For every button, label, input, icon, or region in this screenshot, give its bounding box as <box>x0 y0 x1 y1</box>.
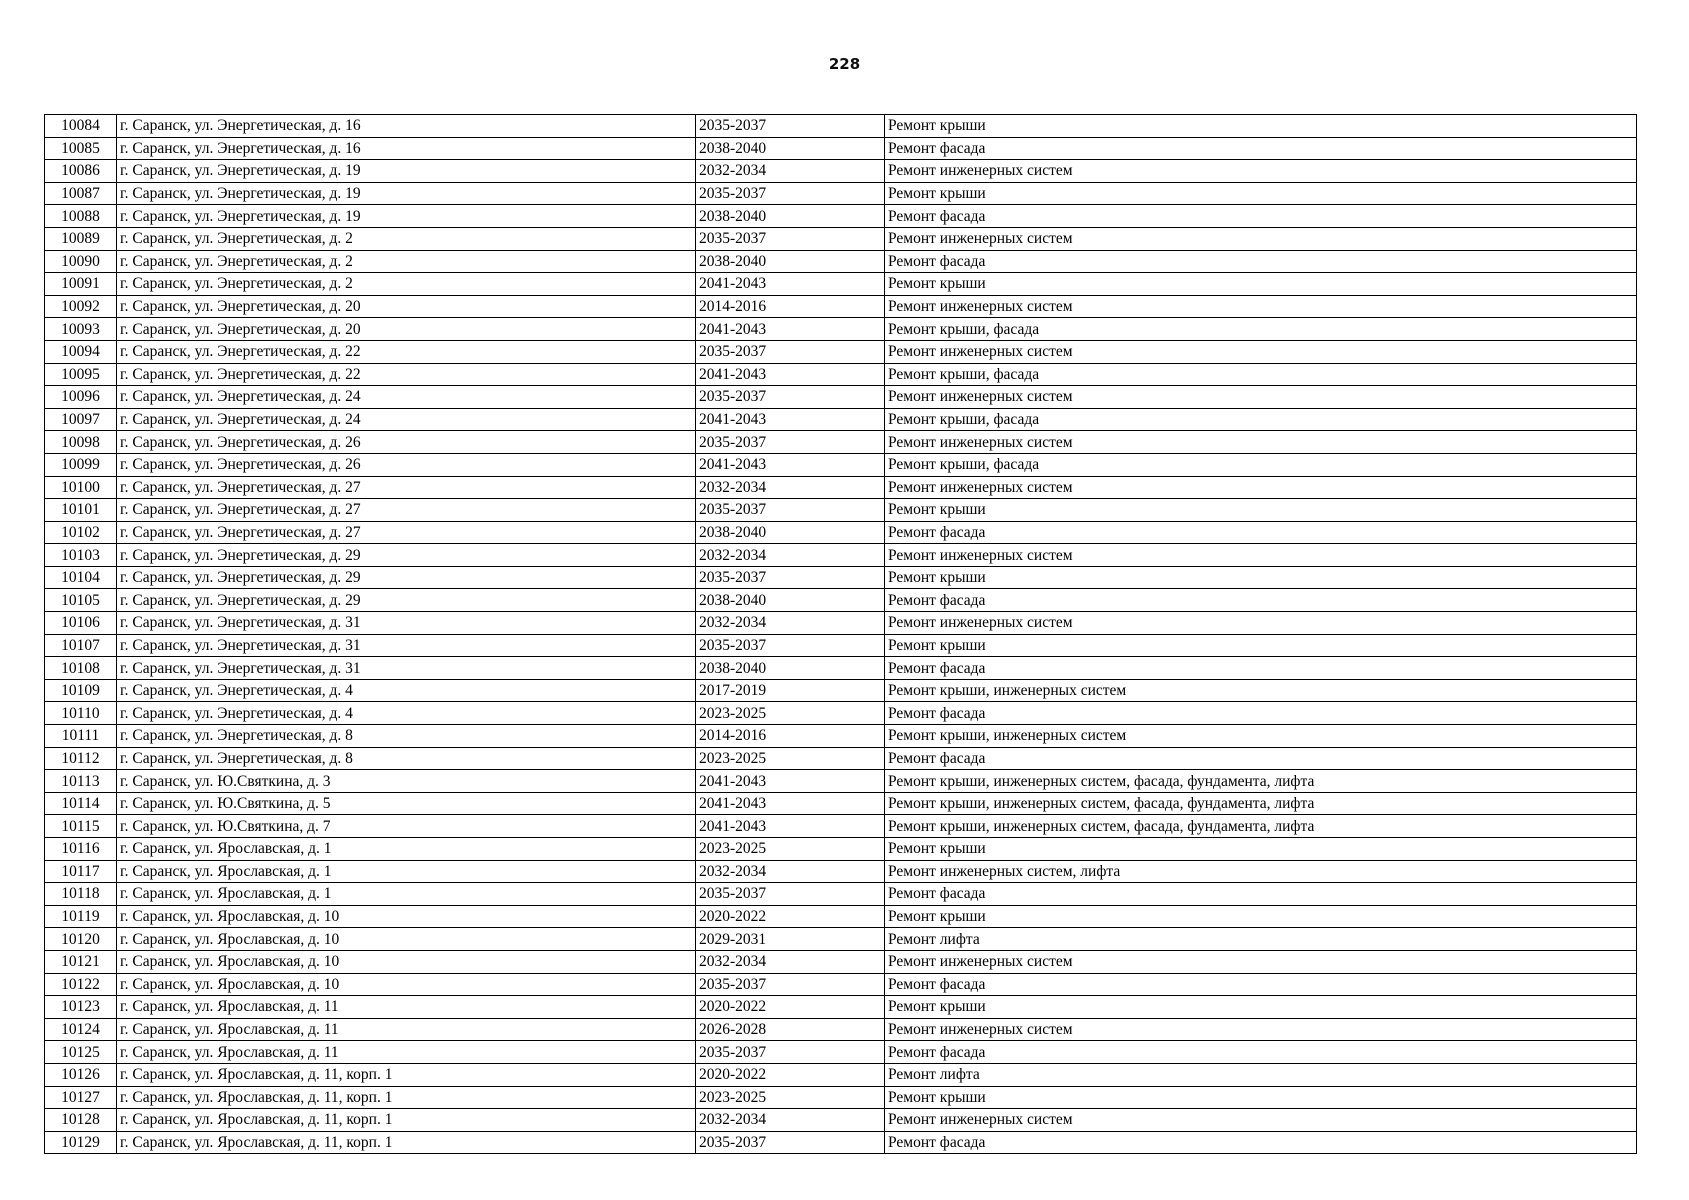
work-type-cell: Ремонт крыши <box>885 838 1637 861</box>
work-type-cell: Ремонт фасада <box>885 1041 1637 1064</box>
period-cell: 2023-2025 <box>696 702 885 725</box>
address-cell: г. Саранск, ул. Ярославская, д. 11 <box>117 1041 696 1064</box>
period-cell: 2038-2040 <box>696 205 885 228</box>
work-type-cell: Ремонт крыши, инженерных систем <box>885 725 1637 748</box>
address-cell: г. Саранск, ул. Энергетическая, д. 22 <box>117 363 696 386</box>
period-cell: 2035-2037 <box>696 973 885 996</box>
address-cell: г. Саранск, ул. Энергетическая, д. 29 <box>117 544 696 567</box>
period-cell: 2032-2034 <box>696 1109 885 1132</box>
work-type-cell: Ремонт инженерных систем <box>885 544 1637 567</box>
work-type-cell: Ремонт крыши, инженерных систем <box>885 679 1637 702</box>
row-number-cell: 10128 <box>45 1109 117 1132</box>
table-row <box>45 273 1637 296</box>
row-number-cell: 10103 <box>45 544 117 567</box>
work-type-cell: Ремонт инженерных систем <box>885 295 1637 318</box>
period-cell: 2035-2037 <box>696 386 885 409</box>
row-number-cell: 10096 <box>45 386 117 409</box>
work-type-cell: Ремонт крыши <box>885 499 1637 522</box>
row-number-cell: 10102 <box>45 521 117 544</box>
period-cell: 2038-2040 <box>696 137 885 160</box>
row-number-cell: 10097 <box>45 408 117 431</box>
work-type-cell: Ремонт крыши <box>885 905 1637 928</box>
period-cell: 2023-2025 <box>696 838 885 861</box>
table-row <box>45 612 1637 635</box>
table-row <box>45 566 1637 589</box>
row-number-cell: 10113 <box>45 770 117 793</box>
table-row <box>45 453 1637 476</box>
period-cell: 2041-2043 <box>696 318 885 341</box>
address-cell: г. Саранск, ул. Ярославская, д. 10 <box>117 928 696 951</box>
address-cell: г. Саранск, ул. Энергетическая, д. 31 <box>117 657 696 680</box>
work-type-cell: Ремонт инженерных систем <box>885 160 1637 183</box>
address-cell: г. Саранск, ул. Энергетическая, д. 26 <box>117 453 696 476</box>
address-cell: г. Саранск, ул. Энергетическая, д. 16 <box>117 115 696 138</box>
row-number-cell: 10094 <box>45 340 117 363</box>
table-row <box>45 544 1637 567</box>
period-cell: 2041-2043 <box>696 770 885 793</box>
work-type-cell: Ремонт крыши <box>885 634 1637 657</box>
address-cell: г. Саранск, ул. Ярославская, д. 1 <box>117 838 696 861</box>
row-number-cell: 10089 <box>45 227 117 250</box>
row-number-cell: 10099 <box>45 453 117 476</box>
table-row <box>45 1131 1637 1154</box>
address-cell: г. Саранск, ул. Ярославская, д. 11, корп. 1 <box>117 1086 696 1109</box>
row-number-cell: 10087 <box>45 182 117 205</box>
period-cell: 2041-2043 <box>696 453 885 476</box>
address-cell: г. Саранск, ул. Ярославская, д. 1 <box>117 860 696 883</box>
period-cell: 2041-2043 <box>696 363 885 386</box>
period-cell: 2035-2037 <box>696 566 885 589</box>
address-cell: г. Саранск, ул. Энергетическая, д. 19 <box>117 205 696 228</box>
period-cell: 2032-2034 <box>696 860 885 883</box>
work-type-cell: Ремонт фасада <box>885 137 1637 160</box>
period-cell: 2026-2028 <box>696 1018 885 1041</box>
address-cell: г. Саранск, ул. Ярославская, д. 11 <box>117 996 696 1019</box>
period-cell: 2020-2022 <box>696 905 885 928</box>
period-cell: 2035-2037 <box>696 1041 885 1064</box>
table-row <box>45 725 1637 748</box>
address-cell: г. Саранск, ул. Энергетическая, д. 16 <box>117 137 696 160</box>
period-cell: 2035-2037 <box>696 431 885 454</box>
work-type-cell: Ремонт фасада <box>885 883 1637 906</box>
table-row <box>45 747 1637 770</box>
work-type-cell: Ремонт инженерных систем <box>885 1018 1637 1041</box>
table-row <box>45 1109 1637 1132</box>
table-row <box>45 679 1637 702</box>
period-cell: 2041-2043 <box>696 792 885 815</box>
work-type-cell: Ремонт фасада <box>885 657 1637 680</box>
work-type-cell: Ремонт крыши <box>885 273 1637 296</box>
table-row <box>45 996 1637 1019</box>
address-cell: г. Саранск, ул. Энергетическая, д. 26 <box>117 431 696 454</box>
row-number-cell: 10121 <box>45 950 117 973</box>
work-type-cell: Ремонт инженерных систем <box>885 227 1637 250</box>
table-row <box>45 205 1637 228</box>
period-cell: 2029-2031 <box>696 928 885 951</box>
table-row <box>45 928 1637 951</box>
table-row <box>45 905 1637 928</box>
row-number-cell: 10088 <box>45 205 117 228</box>
period-cell: 2041-2043 <box>696 815 885 838</box>
table-row <box>45 883 1637 906</box>
work-type-cell: Ремонт инженерных систем <box>885 476 1637 499</box>
address-cell: г. Саранск, ул. Ярославская, д. 11, корп. 1 <box>117 1109 696 1132</box>
row-number-cell: 10086 <box>45 160 117 183</box>
period-cell: 2035-2037 <box>696 115 885 138</box>
table-row <box>45 431 1637 454</box>
row-number-cell: 10109 <box>45 679 117 702</box>
address-cell: г. Саранск, ул. Энергетическая, д. 20 <box>117 318 696 341</box>
period-cell: 2014-2016 <box>696 725 885 748</box>
work-type-cell: Ремонт крыши <box>885 996 1637 1019</box>
address-cell: г. Саранск, ул. Энергетическая, д. 20 <box>117 295 696 318</box>
address-cell: г. Саранск, ул. Энергетическая, д. 24 <box>117 408 696 431</box>
address-cell: г. Саранск, ул. Ю.Святкина, д. 3 <box>117 770 696 793</box>
row-number-cell: 10117 <box>45 860 117 883</box>
row-number-cell: 10104 <box>45 566 117 589</box>
address-cell: г. Саранск, ул. Ярославская, д. 11, корп. 1 <box>117 1131 696 1154</box>
table-row <box>45 860 1637 883</box>
period-cell: 2023-2025 <box>696 747 885 770</box>
row-number-cell: 10098 <box>45 431 117 454</box>
work-type-cell: Ремонт крыши, фасада <box>885 363 1637 386</box>
row-number-cell: 10125 <box>45 1041 117 1064</box>
row-number-cell: 10095 <box>45 363 117 386</box>
address-cell: г. Саранск, ул. Энергетическая, д. 29 <box>117 589 696 612</box>
address-cell: г. Саранск, ул. Энергетическая, д. 8 <box>117 725 696 748</box>
row-number-cell: 10129 <box>45 1131 117 1154</box>
row-number-cell: 10107 <box>45 634 117 657</box>
table-row <box>45 386 1637 409</box>
period-cell: 2035-2037 <box>696 182 885 205</box>
table-row <box>45 499 1637 522</box>
table-row <box>45 1041 1637 1064</box>
table-row <box>45 770 1637 793</box>
work-type-cell: Ремонт крыши, фасада <box>885 453 1637 476</box>
row-number-cell: 10106 <box>45 612 117 635</box>
table-row <box>45 363 1637 386</box>
address-cell: г. Саранск, ул. Энергетическая, д. 31 <box>117 612 696 635</box>
work-type-cell: Ремонт лифта <box>885 928 1637 951</box>
period-cell: 2023-2025 <box>696 1086 885 1109</box>
table-row <box>45 250 1637 273</box>
table-row <box>45 589 1637 612</box>
table-row <box>45 182 1637 205</box>
row-number-cell: 10108 <box>45 657 117 680</box>
row-number-cell: 10105 <box>45 589 117 612</box>
period-cell: 2032-2034 <box>696 544 885 567</box>
work-type-cell: Ремонт фасада <box>885 1131 1637 1154</box>
row-number-cell: 10101 <box>45 499 117 522</box>
work-type-cell: Ремонт фасада <box>885 205 1637 228</box>
address-cell: г. Саранск, ул. Энергетическая, д. 2 <box>117 273 696 296</box>
work-type-cell: Ремонт крыши <box>885 115 1637 138</box>
page-number: 228 <box>828 55 861 73</box>
row-number-cell: 10084 <box>45 115 117 138</box>
table-row <box>45 1086 1637 1109</box>
period-cell: 2038-2040 <box>696 589 885 612</box>
address-cell: г. Саранск, ул. Энергетическая, д. 19 <box>117 160 696 183</box>
work-type-cell: Ремонт инженерных систем <box>885 950 1637 973</box>
period-cell: 2032-2034 <box>696 950 885 973</box>
period-cell: 2041-2043 <box>696 273 885 296</box>
period-cell: 2035-2037 <box>696 1131 885 1154</box>
work-type-cell: Ремонт крыши, фасада <box>885 318 1637 341</box>
table-row <box>45 227 1637 250</box>
row-number-cell: 10116 <box>45 838 117 861</box>
address-cell: г. Саранск, ул. Ярославская, д. 11, корп. 1 <box>117 1063 696 1086</box>
row-number-cell: 10091 <box>45 273 117 296</box>
table-row <box>45 160 1637 183</box>
row-number-cell: 10092 <box>45 295 117 318</box>
work-type-cell: Ремонт крыши, фасада <box>885 408 1637 431</box>
row-number-cell: 10085 <box>45 137 117 160</box>
address-cell: г. Саранск, ул. Ярославская, д. 10 <box>117 905 696 928</box>
row-number-cell: 10122 <box>45 973 117 996</box>
address-cell: г. Саранск, ул. Ю.Святкина, д. 7 <box>117 815 696 838</box>
row-number-cell: 10112 <box>45 747 117 770</box>
address-cell: г. Саранск, ул. Энергетическая, д. 29 <box>117 566 696 589</box>
table-row <box>45 1063 1637 1086</box>
row-number-cell: 10127 <box>45 1086 117 1109</box>
work-type-cell: Ремонт крыши, инженерных систем, фасада, фундамента, лифта <box>885 770 1637 793</box>
work-type-cell: Ремонт крыши, инженерных систем, фасада, фундамента, лифта <box>885 792 1637 815</box>
period-cell: 2032-2034 <box>696 160 885 183</box>
row-number-cell: 10119 <box>45 905 117 928</box>
work-type-cell: Ремонт крыши <box>885 566 1637 589</box>
table-row <box>45 115 1637 138</box>
work-type-cell: Ремонт крыши <box>885 182 1637 205</box>
address-cell: г. Саранск, ул. Ярославская, д. 10 <box>117 950 696 973</box>
table-row <box>45 476 1637 499</box>
address-cell: г. Саранск, ул. Энергетическая, д. 27 <box>117 521 696 544</box>
period-cell: 2020-2022 <box>696 1063 885 1086</box>
period-cell: 2020-2022 <box>696 996 885 1019</box>
work-type-cell: Ремонт фасада <box>885 747 1637 770</box>
work-type-cell: Ремонт инженерных систем <box>885 431 1637 454</box>
table-row <box>45 137 1637 160</box>
table-row <box>45 1018 1637 1041</box>
period-cell: 2035-2037 <box>696 499 885 522</box>
row-number-cell: 10100 <box>45 476 117 499</box>
row-number-cell: 10118 <box>45 883 117 906</box>
work-type-cell: Ремонт крыши <box>885 1086 1637 1109</box>
row-number-cell: 10110 <box>45 702 117 725</box>
work-type-cell: Ремонт фасада <box>885 702 1637 725</box>
address-cell: г. Саранск, ул. Энергетическая, д. 4 <box>117 702 696 725</box>
table-row <box>45 408 1637 431</box>
work-type-cell: Ремонт фасада <box>885 589 1637 612</box>
work-type-cell: Ремонт лифта <box>885 1063 1637 1086</box>
address-cell: г. Саранск, ул. Ярославская, д. 11 <box>117 1018 696 1041</box>
table-body <box>45 115 1637 1154</box>
work-type-cell: Ремонт крыши, инженерных систем, фасада, фундамента, лифта <box>885 815 1637 838</box>
work-type-cell: Ремонт инженерных систем <box>885 612 1637 635</box>
table-row <box>45 792 1637 815</box>
address-cell: г. Саранск, ул. Энергетическая, д. 22 <box>117 340 696 363</box>
row-number-cell: 10124 <box>45 1018 117 1041</box>
work-type-cell: Ремонт инженерных систем <box>885 1109 1637 1132</box>
address-cell: г. Саранск, ул. Энергетическая, д. 4 <box>117 679 696 702</box>
table-row <box>45 973 1637 996</box>
period-cell: 2032-2034 <box>696 612 885 635</box>
table-row <box>45 657 1637 680</box>
row-number-cell: 10120 <box>45 928 117 951</box>
table-row <box>45 702 1637 725</box>
table-row <box>45 838 1637 861</box>
row-number-cell: 10093 <box>45 318 117 341</box>
row-number-cell: 10111 <box>45 725 117 748</box>
period-cell: 2035-2037 <box>696 227 885 250</box>
address-cell: г. Саранск, ул. Ярославская, д. 1 <box>117 883 696 906</box>
row-number-cell: 10123 <box>45 996 117 1019</box>
period-cell: 2014-2016 <box>696 295 885 318</box>
period-cell: 2035-2037 <box>696 340 885 363</box>
table-row <box>45 950 1637 973</box>
address-cell: г. Саранск, ул. Энергетическая, д. 2 <box>117 227 696 250</box>
work-type-cell: Ремонт инженерных систем <box>885 386 1637 409</box>
period-cell: 2038-2040 <box>696 521 885 544</box>
table-row <box>45 318 1637 341</box>
row-number-cell: 10115 <box>45 815 117 838</box>
table-row <box>45 634 1637 657</box>
address-cell: г. Саранск, ул. Энергетическая, д. 27 <box>117 499 696 522</box>
table-row <box>45 295 1637 318</box>
address-cell: г. Саранск, ул. Энергетическая, д. 8 <box>117 747 696 770</box>
address-cell: г. Саранск, ул. Ярославская, д. 10 <box>117 973 696 996</box>
work-type-cell: Ремонт инженерных систем, лифта <box>885 860 1637 883</box>
table-row <box>45 521 1637 544</box>
work-type-cell: Ремонт фасада <box>885 250 1637 273</box>
period-cell: 2038-2040 <box>696 657 885 680</box>
row-number-cell: 10126 <box>45 1063 117 1086</box>
capital-repair-table <box>44 114 1637 1154</box>
address-cell: г. Саранск, ул. Энергетическая, д. 19 <box>117 182 696 205</box>
address-cell: г. Саранск, ул. Энергетическая, д. 27 <box>117 476 696 499</box>
table-row <box>45 340 1637 363</box>
row-number-cell: 10114 <box>45 792 117 815</box>
work-type-cell: Ремонт фасада <box>885 521 1637 544</box>
period-cell: 2035-2037 <box>696 634 885 657</box>
address-cell: г. Саранск, ул. Энергетическая, д. 2 <box>117 250 696 273</box>
row-number-cell: 10090 <box>45 250 117 273</box>
address-cell: г. Саранск, ул. Ю.Святкина, д. 5 <box>117 792 696 815</box>
period-cell: 2017-2019 <box>696 679 885 702</box>
period-cell: 2032-2034 <box>696 476 885 499</box>
period-cell: 2038-2040 <box>696 250 885 273</box>
work-type-cell: Ремонт инженерных систем <box>885 340 1637 363</box>
period-cell: 2041-2043 <box>696 408 885 431</box>
table-row <box>45 815 1637 838</box>
address-cell: г. Саранск, ул. Энергетическая, д. 31 <box>117 634 696 657</box>
period-cell: 2035-2037 <box>696 883 885 906</box>
work-type-cell: Ремонт фасада <box>885 973 1637 996</box>
address-cell: г. Саранск, ул. Энергетическая, д. 24 <box>117 386 696 409</box>
